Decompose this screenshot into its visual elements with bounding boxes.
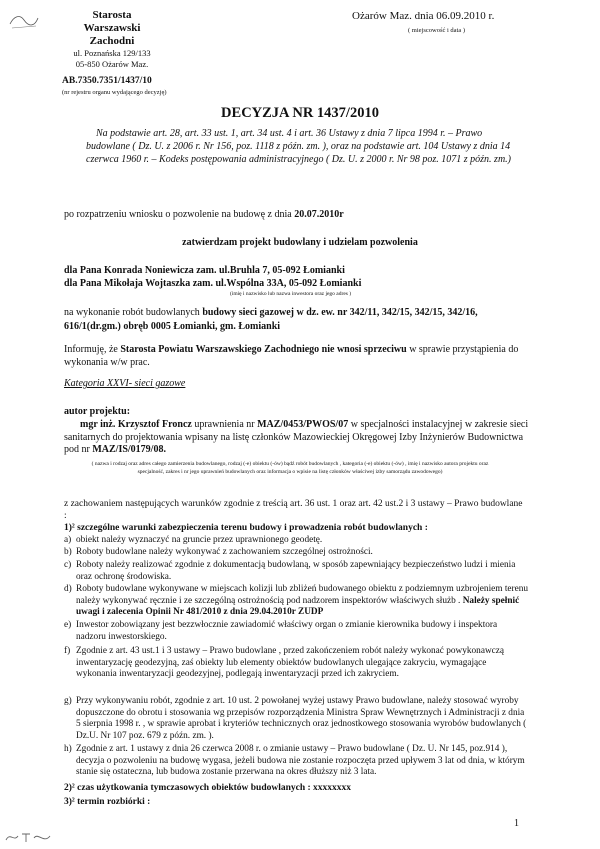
condition-text: Roboty budowlane wykonywane w miejscach kolizji lub zbliżeń budowanego obiektu z podziemnym uzbrojeniem terenu należy wykonywać ręcznie i ze szczególną ostrożnością pod nadzorem inspektorów właściwych służb . xyxy=(76,584,529,606)
condition-label: e) xyxy=(64,620,72,630)
decision-statement: zatwierdzam projekt budowlany i udzielam pozwolenia xyxy=(182,237,418,248)
condition-text-wrap xyxy=(76,584,529,619)
section-2-heading: 2)² czas użytkowania tymczasowych obiektów budowlanych : xxxxxxxx xyxy=(64,783,352,793)
place-date: Ożarów Maz. dnia 06.09.2010 r. xyxy=(352,10,495,22)
condition-item-c xyxy=(64,560,529,583)
investors-note: (imię i nazwisko lub nazwa inwestora oraz jego adres ) xyxy=(230,291,352,297)
condition-item-e xyxy=(64,620,529,643)
inform-paragraph xyxy=(64,343,526,369)
condition-label: d) xyxy=(64,584,72,594)
condition-item-b xyxy=(64,547,529,559)
condition-label: g) xyxy=(64,696,72,706)
category-label: Kategoria XXVI- sieci gazowe xyxy=(64,378,186,389)
page-number: 1 xyxy=(514,818,519,829)
document-title: DECYZJA NR 1437/2010 xyxy=(221,105,379,121)
condition-text: Przy wykonywaniu robót, zgodnie z art. 10 ust. 2 powołanej wyżej ustawy Prawo budowlane, należy stosować wyroby dopuszczone do obrotu i stosowania wg przepisów rozporządzenia Ministra Spraw Wewnętrznych i Administracji z dnia 5 sierpnia 1998 r. , w sprawie aprobat i kryteriów technicznych oraz jednostkowego stosowania wyrobów budowlanych ( Dz.U. Nr 107 poz. 679 z późn. zm. ). xyxy=(76,696,527,741)
author-name: mgr inż. Krzysztof Froncz xyxy=(80,419,192,430)
condition-item-h xyxy=(64,744,529,779)
condition-label: c) xyxy=(64,560,72,570)
condition-item-g xyxy=(64,696,529,742)
condition-bold: Należy spełnić uwagi i zalecenia Opinii Nr 481/2010 z dnia 29.04.2010r ZUDP xyxy=(76,595,520,618)
inform-bold: Starosta Powiatu Warszawskiego Zachodniego nie wnosi sprzeciwu xyxy=(120,344,407,355)
author-member-no: MAZ/IS/0179/08. xyxy=(92,444,166,456)
author-perm-no: MAZ/0453/PWOS/07 xyxy=(257,419,349,430)
condition-text: Inwestor zobowiązany jest bezzwłocznie zawiadomić właściwy organ o zmianie kierownika budowy i inspektora nadzoru inwestorskiego. xyxy=(76,620,498,642)
scope-paragraph xyxy=(64,306,532,333)
author-heading: autor projektu: xyxy=(64,406,131,417)
investor-1: dla Pana Konrada Noniewicza zam. ul.Bruhla 7, 05-092 Łomianki xyxy=(64,265,345,276)
section-1-heading: 1)² szczególne warunki zabezpieczenia terenu budowy i prowadzenia robót budowlanych : xyxy=(64,523,428,533)
condition-label: a) xyxy=(64,535,72,545)
handwritten-mark xyxy=(4,828,52,846)
condition-label: h) xyxy=(64,744,72,754)
section-3-heading: 3)² termin rozbiórki : xyxy=(64,797,151,807)
investor-2: dla Pana Mikołaja Wojtaszka zam. ul.Wspólna 33A, 05-092 Łomianki xyxy=(64,278,362,289)
scope-bold: budowy sieci gazowej w dz. ew. nr 342/11, 342/15, 342/15, 342/16, 616/1(dr.gm.) obręb 0005 Łomianki, gm. Łomianki xyxy=(64,307,478,332)
condition-text: Zgodnie z art. 1 ustawy z dnia 26 czerwca 2008 r. o zmianie ustawy – Prawo budowlane ( Dz. U. Nr 145, poz.914 ), decyzja o pozwoleniu na budowę wygasa, jeżeli budowa nie zostanie rozpoczęta przed upływem 3 lat od dnia, w którym stanie się ostateczna, lub budowa zostanie przerwana na okres dłuższy niż 3 lata. xyxy=(76,744,525,778)
application-line xyxy=(64,208,534,221)
author-perm-b: w specjalności instalacyjnej w zakresie sieci sanitarnych do projektowania wpisany na listę członków Mazowieckiej Okręgowej Izby Inżynierów Budownictwa pod nr xyxy=(64,419,529,456)
scope-prefix: na wykonanie robót budowlanych xyxy=(64,307,200,318)
issuer-city: 05-850 Ożarów Maz. xyxy=(75,59,149,69)
application-date: 20.07.2010r xyxy=(294,209,344,220)
application-text: po rozpatrzeniu wniosku o pozwolenie na budowę z dnia xyxy=(64,209,292,220)
condition-item-d xyxy=(64,584,529,619)
condition-label: b) xyxy=(64,547,72,557)
issuer-name-line1: Starosta xyxy=(92,9,132,21)
place-date-note: ( miejscowość i data ) xyxy=(408,27,466,34)
issuer-name-line2: Warszawski Zachodni xyxy=(83,22,141,47)
conditions-intro: z zachowaniem następujących warunków zgodnie z treścią art. 36 ust. 1 oraz art. 42 ust.2 i 3 ustawy – Prawo budowlane : xyxy=(64,499,523,521)
condition-label: f) xyxy=(64,646,71,656)
issuer-street: ul. Poznańska 129/133 xyxy=(73,48,151,58)
legal-basis-text: Na podstawie art. 28, art. 33 ust. 1, art. 34 ust. 4 i art. 36 Ustawy z dnia 7 lipca 1994 r. – Prawo budowlane ( Dz. U. z 2006 r. Nr 156, poz. 1118 z późn. zm. ), oraz na podstawie art. 104 Ustawy z dnia 14 czerwca 1960 r. – Kodeks postępowania administracyjnego ( Dz. U. z 2000 r. Nr 98 poz. 1071 z późn. zm.) xyxy=(86,128,511,166)
registry-note: (nr rejestru organu wydającego decyzję) xyxy=(62,89,167,96)
condition-item-a xyxy=(64,535,529,547)
condition-text: Zgodnie z art. 43 ust.1 i 3 ustawy – Prawo budowlane , przed zakończeniem robót należy wykonać powykonawczą inwentaryzację geodezyjną, zaś obiekty lub elementy obiektów budowlanych ulegające zakryciu, wymagające wykonania inwentaryzacji geodezyjnej, podlegają inwentaryzacji przed ich zakryciem. xyxy=(76,646,505,680)
condition-text: obiekt należy wyznaczyć na gruncie przez uprawnionego geodetę. xyxy=(76,535,323,545)
registry-number: AB.7350.7351/1437/10 xyxy=(62,76,152,86)
condition-text: Roboty należy realizować zgodnie z dokumentacją budowlaną, w sposób zapewniający bezpieczeństwo ludzi i mienia oraz ochronę środowiska. xyxy=(76,560,516,582)
legal-basis xyxy=(86,127,526,167)
author-perm-a: uprawnienia nr xyxy=(194,419,255,430)
inform-b: w sprawie przystąpienia do wykonania w/w prac. xyxy=(64,344,519,368)
condition-item-f xyxy=(64,646,529,681)
author-paragraph xyxy=(64,419,530,457)
inform-a: Informuję, że xyxy=(64,344,118,355)
signature-mark xyxy=(8,10,40,32)
author-note: ( nazwa i rodzaj oraz adres całego zamierzenia budowlanego, rodzaj (-e) obiektu (-ów) bądź robót budowlanych , kategoria (-e) obiektu (-ów) , imię i nazwisko autora projektu oraz specjalność, zakres i nr jego uprawnień budowlanych oraz informacja o wpisie na listę członków właściwej izby samorządu zawodowego) xyxy=(91,461,489,475)
condition-text: Roboty budowlane należy wykonywać z zachowaniem szczególnej ostrożności. xyxy=(76,547,373,557)
issuer-block xyxy=(62,9,162,70)
